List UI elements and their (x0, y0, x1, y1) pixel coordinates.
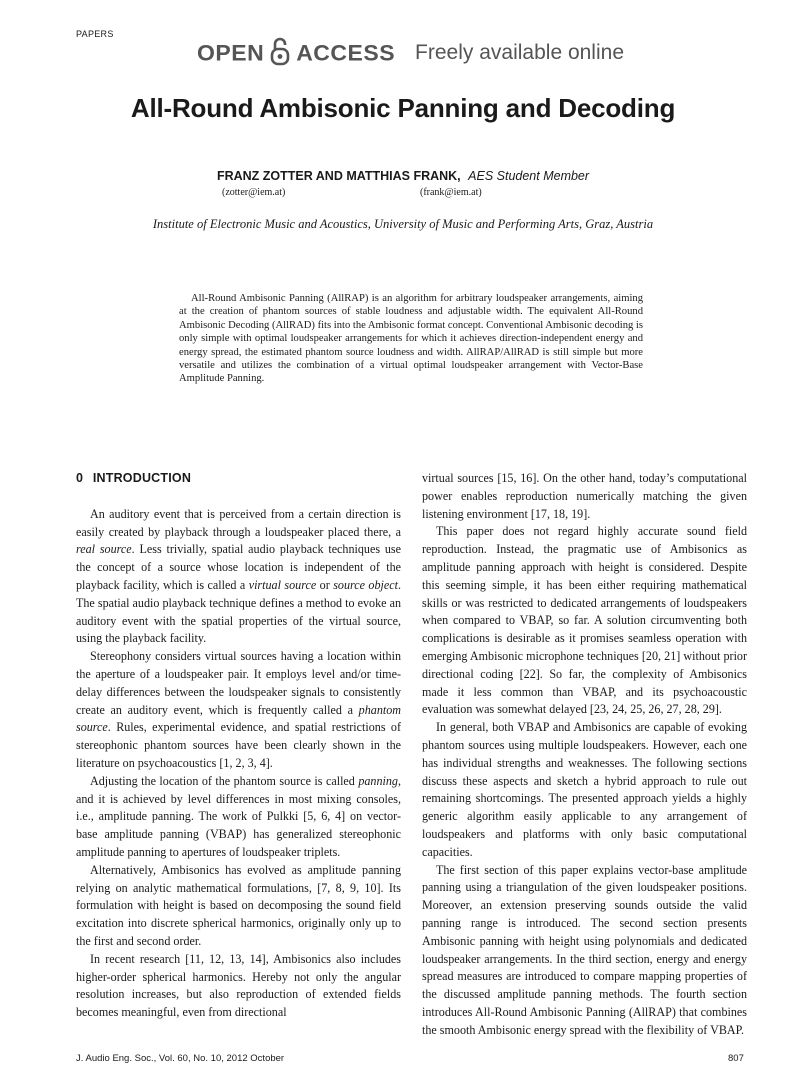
paragraph: The first section of this paper explains vector-base amplitude panning using a triangulation of the given loudspeaker positions. Moreover, an extension preserving sounds outside the valid panning range is introduced. The second section presents Ambisonic panning with height using polynomials and dedicated loudspeaker arrangements. In the third section, energy and energy spread measures are introduced to compare mapping properties of the discussed amplitude panning methods. The fourth section introduces All-Round Ambisonic Panning (AllRAP) that combines the smooth Ambisonic energy spread with the flexibility of VBAP. (422, 862, 747, 1037)
body-column-left (76, 470, 401, 1022)
section-heading (76, 470, 401, 488)
open-access-word-access: ACCESS (296, 40, 396, 65)
open-lock-icon (270, 36, 290, 71)
author-names: FRANZ ZOTTER AND MATTHIAS FRANK, (216, 169, 461, 183)
author-email-zotter: (zotter@iem.at) (222, 187, 286, 198)
open-access-tagline: Freely available online (415, 41, 625, 64)
paragraph: Stereophony considers virtual sources having a location within the aperture of a loudspeaker pair. It employs level and/or time-delay differences between the loudspeaker signals to consistently create an auditory event, which is frequently called a phantom source. Rules, experimental evidence, and spatial restrictions of stereophonic phantom sources have been clearly shown in the literature on psychoacoustics [1, 2, 3, 4]. (76, 649, 401, 770)
author-line (0, 169, 806, 183)
body-column-right (422, 470, 747, 1040)
open-access-banner (197, 36, 624, 70)
paragraph: Alternatively, Ambisonics has evolved as amplitude panning relying on analytic mathematical formulations, [7, 8, 9, 10]. Its formulation with height is based on decomposing the sound field excitation into discrete spherical harmonics, originally only up to the first and second order. (76, 862, 401, 948)
paragraph: Adjusting the location of the phantom source is called panning, and it is achieved by level differences in most mixing consoles, i.e., amplitude panning. The work of Pulkki [5, 6, 4] on vector-base amplitude panning (VBAP) has generalized stereophonic amplitude panning to apertures of loudspeaker triplets. (76, 773, 401, 859)
page-number: 807 (728, 1053, 744, 1064)
section-label: PAPERS (76, 29, 114, 39)
author-email-frank: (frank@iem.at) (420, 187, 482, 198)
author-membership: AES Student Member (468, 169, 590, 183)
paragraph: In recent research [11, 12, 13, 14], Ambisonics also includes higher-order spherical harmonics. Hereby not only the angular resolution increases, but also reproduction of extended fields becomes meaningful, even from directional (76, 951, 401, 1020)
footer-citation: J. Audio Eng. Soc., Vol. 60, No. 10, 2012 October (76, 1053, 285, 1064)
paragraph: In general, both VBAP and Ambisonics are capable of evoking phantom sources using multiple loudspeakers. However, each one has individual strengths and weaknesses. The following sections discuss these aspects and sketch a hybrid approach to rule out remaining shortcomings. The presented approach yields a highly generic algorithm easily applicable to any arrangement of loudspeakers and platforms with only basic computational capacities. (422, 720, 747, 859)
paragraph: An auditory event that is perceived from a certain direction is easily created by playback through a loudspeaker placed there, a real source. Less trivially, spatial audio playback techniques use the concept of a source whose location is independent of the playback facility, which is called a virtual source or source object. The spatial audio playback technique defines a method to evoke an auditory event with the spatial properties of the virtual source, using the playback facility. (76, 506, 402, 646)
paragraph: This paper does not regard highly accurate sound field reproduction. Instead, the pragmatic use of Ambisonics as amplitude panning approach with height is considered. Despite this seeming simple, it has been either requiring mathematical skills or was restricted to dedicated arrangements of loudspeakers when compared to VBAP, so far. A solution circumventing both complications is desirable as it promises seamless operation with emerging Ambisonic microphone techniques [20, 21] without prior directional coding [22]. So far, the complexity of Ambisonics made it less common than VBAP, and its psychoacoustic evaluation was somewhat delayed [23, 24, 25, 26, 27, 28, 29]. (422, 524, 747, 717)
section-title: INTRODUCTION (92, 471, 192, 485)
section-number: 0 (76, 471, 84, 485)
abstract: All-Round Ambisonic Panning (AllRAP) is an algorithm for arbitrary loudspeaker arrangements, aiming at the creation of phantom sources of stable loudness and adjustable width. The equivalent All-Round Ambisonic Decoding (AllRAD) fits into the Ambisonic format concept. Conventional Ambisonic decoding is only simple with optimal loudspeaker arrangements for which it achieves direction-independent energy and energy spread, the estimated phantom source loudness and width. AllRAP/AllRAD is still simple but more versatile and utilizes the combination of a virtual optimal loudspeaker arrangement with Vector-Base Amplitude Panning. (179, 293, 643, 385)
affiliation: Institute of Electronic Music and Acoustics, University of Music and Performing Arts, Graz, Austria (152, 217, 654, 231)
paper-title: All-Round Ambisonic Panning and Decoding (130, 93, 676, 123)
paragraph: virtual sources [15, 16]. On the other hand, today’s computational power enables reproduction numerically matching the given listening environment [17, 18, 19]. (422, 471, 747, 521)
open-access-word-open: OPEN (197, 40, 265, 65)
